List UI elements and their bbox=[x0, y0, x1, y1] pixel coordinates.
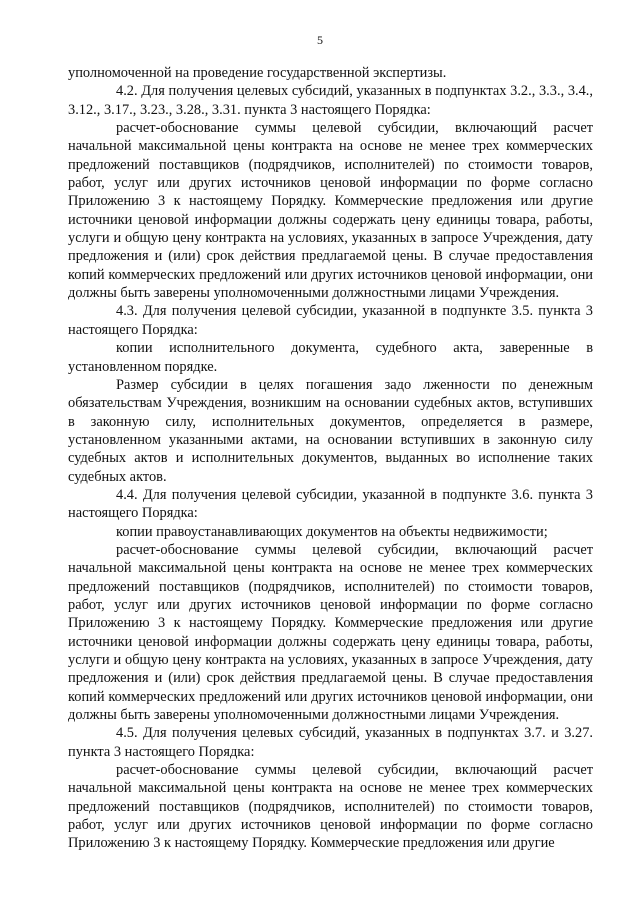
paragraph-section-4-5-heading: 4.5. Для получения целевых субсидий, указанных в подпунктах 3.7. и 3.27. пункта 3 настоящего Порядка: bbox=[68, 725, 593, 760]
paragraph-calculation-justification: расчет-обоснование суммы целевой субсидии, включающий расчет начальной максимальной цены контракта на основе не менее трех коммерческих предложений поставщиков (подрядчиков, исполнителей) по стоимости товаров, работ, услуг или других источников ценовой информации по форме согласно Приложению 3 к настоящему Порядку. Коммерческие предложения или другие источники ценовой информации должны содержать цену единицы товара, работы, услуги и общую цену контракта на условиях, указанных в запросе Учреждения, дату предложения и (или) срок действия предлагаемой цены. В случае предоставления копий коммерческих предложений или других источников ценовой информации, они должны быть заверены уполномоченными должностными лицами Учреждения. bbox=[68, 541, 593, 724]
paragraph-subsidy-amount: Размер субсидии в целях погашения задо лженности по денежным обязательствам Учреждения, возникшим на основании судебных актов, вступивших в законную силу, исполнительных документов, определяется в размере, установленном указанными актами, на основании вступивших в законную силу судебных актов и исполнительных документов, выданных во исполнение таких судебных актов. bbox=[68, 376, 593, 485]
page-number: 5 bbox=[317, 33, 323, 47]
document-body bbox=[68, 64, 593, 853]
paragraph-section-4-2-heading: 4.2. Для получения целевых субсидий, указанных в подпунктах 3.2., 3.3., 3.4., 3.12., 3.17., 3.23., 3.28., 3.31. пункта 3 настоящего Порядка: bbox=[68, 83, 593, 118]
paragraph-court-document-copies: копии исполнительного документа, судебного акта, заверенные в установленном порядке. bbox=[68, 340, 593, 375]
paragraph-continuation: уполномоченной на проведение государственной экспертизы. bbox=[68, 65, 447, 81]
paragraph-section-4-4-heading: 4.4. Для получения целевой субсидии, указанной в подпункте 3.6. пункта 3 настоящего Порядка: bbox=[68, 486, 593, 522]
paragraph-calculation-justification: расчет-обоснование суммы целевой субсидии, включающий расчет начальной максимальной цены контракта на основе не менее трех коммерческих предложений поставщиков (подрядчиков, исполнителей) по стоимости товаров, работ, услуг или других источников ценовой информации по форме согласно Приложению 3 к настоящему Порядку. Коммерческие предложения или другие bbox=[68, 762, 593, 852]
paragraph-section-4-3-heading: 4.3. Для получения целевой субсидии, указанной в подпункте 3.5. пункта 3 настоящего Порядка: bbox=[68, 303, 593, 338]
paragraph-property-documents: копии правоустанавливающих документов на объекты недвижимости; bbox=[116, 523, 548, 540]
paragraph-calculation-justification: расчет-обоснование суммы целевой субсидии, включающий расчет начальной максимальной цены контракта на основе не менее трех коммерческих предложений поставщиков (подрядчиков, исполнителей) по стоимости товаров, работ, услуг или других источников ценовой информации по форме согласно Приложению 3 к настоящему Порядку. Коммерческие предложения или другие источники ценовой информации должны содержать цену единицы товара, работы, услуги и общую цену контракта на условиях, указанных в запросе Учреждения, дату предложения и (или) срок действия предлагаемой цены. В случае предоставления копий коммерческих предложений или других источников ценовой информации, они должны быть заверены уполномоченными должностными лицами Учреждения. bbox=[68, 120, 593, 302]
